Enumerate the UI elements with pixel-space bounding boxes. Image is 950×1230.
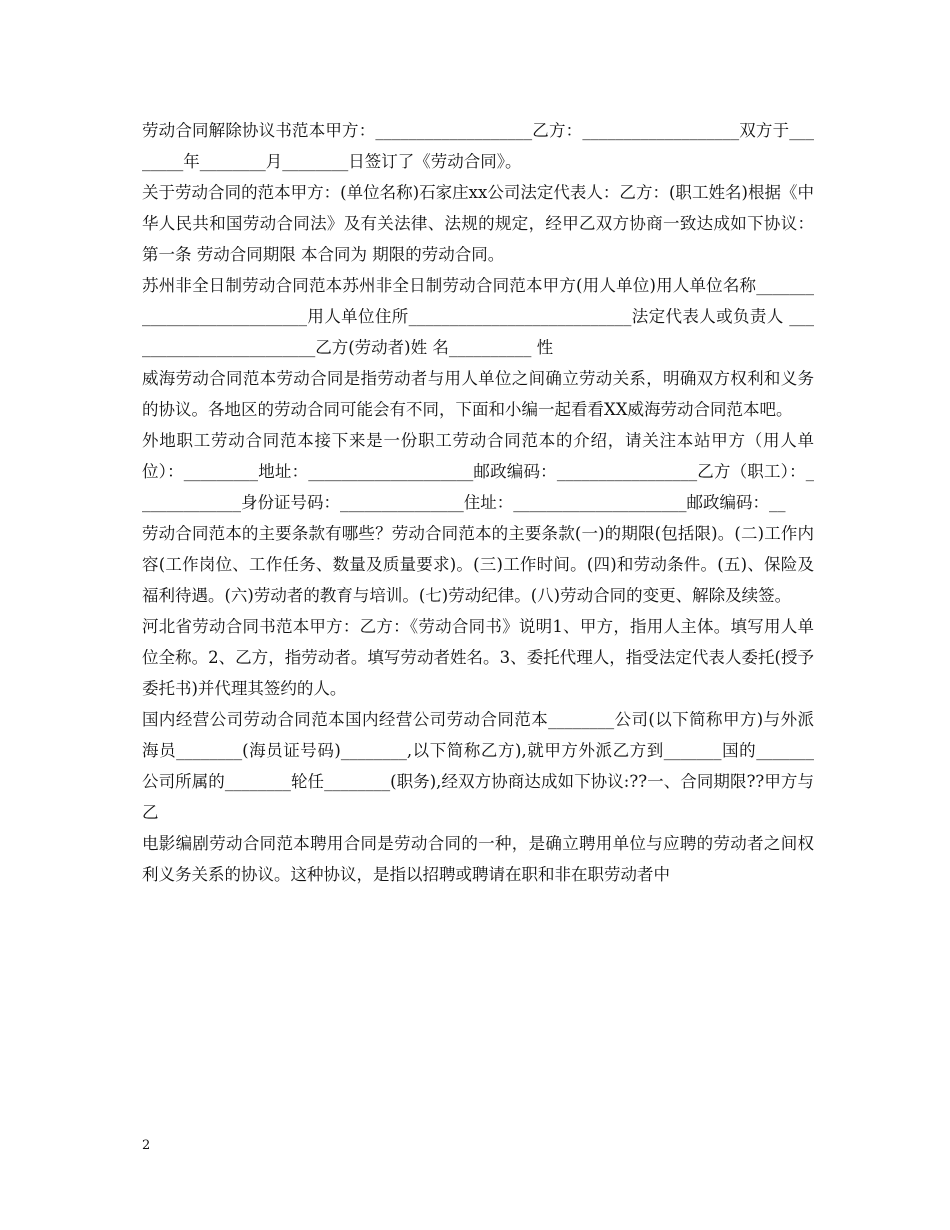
paragraph-film-screenwriter-contract: 电影编剧劳动合同范本聘用合同是劳动合同的一种，是确立聘用单位与应聘的劳动者之间权利义务关系的协议。这种协议，是指以招聘或聘请在职和非在职劳动者中 <box>142 834 814 884</box>
paragraph-hebei-contract: 河北省劳动合同书范本甲方：乙方：《劳动合同书》说明1、甲方，指用人主体。填写用人单位全称。2、乙方，指劳动者。填写劳动者姓名。3、委托代理人，指受法定代表人委托(授予委托书)并代理其签约的人。 <box>142 617 814 698</box>
paragraph-termination-agreement: 劳动合同解除协议书范本甲方：___________________乙方：___________________双方于________年________月________日签订了《劳动合同》。 <box>142 121 814 171</box>
paragraph-domestic-company-contract: 国内经营公司劳动合同范本国内经营公司劳动合同范本________公司(以下简称甲方)与外派海员________(海员证号码)________,以下简称乙方),就甲方外派乙方到_______国的_______公司所属的________轮任________(职务),经双方协商达成如下协议:??一、合同期限??甲方与乙 <box>142 710 814 822</box>
paragraph-main-clauses: 劳动合同范本的主要条款有哪些？劳动合同范本的主要条款(一)的期限(包括限)。(二)工作内容(工作岗位、工作任务、数量及质量要求)。(三)工作时间。(四)和劳动条件。(五)、保险及福利待遇。(六)劳动者的教育与培训。(七)劳动纪律。(八)劳动合同的变更、解除及续签。 <box>142 524 814 605</box>
paragraph-weihai-contract: 威海劳动合同范本劳动合同是指劳动者与用人单位之间确立劳动关系，明确双方权利和义务的协议。各地区的劳动合同可能会有不同，下面和小编一起看看XX威海劳动合同范本吧。 <box>142 369 814 419</box>
paragraph-suzhou-part-time-contract: 苏州非全日制劳动合同范本苏州非全日制劳动合同范本甲方(用人单位)用人单位名称___________________________用人单位住所___________________________法定代表人或负责人 ________________________乙方(劳动者)姓 名__________ 性 <box>142 276 814 357</box>
paragraph-out-of-town-worker-contract: 外地职工劳动合同范本接下来是一份职工劳动合同范本的介绍，请关注本站甲方（用人单位）：_________地址：____________________邮政编码：_________________乙方（职工）：_____________身份证号码：_______________住址：_____________________邮政编码：__ <box>142 431 814 512</box>
paragraph-shijiazhuang-contract: 关于劳动合同的范本甲方：(单位名称)石家庄xx公司法定代表人：乙方：(职工姓名)根据《中华人民共和国劳动合同法》及有关法律、法规的规定，经甲乙双方协商一致达成如下协议：第一条 劳动合同期限 本合同为 期限的劳动合同。 <box>142 183 814 264</box>
page-number: 2 <box>142 1138 151 1153</box>
document-body <box>142 115 814 890</box>
